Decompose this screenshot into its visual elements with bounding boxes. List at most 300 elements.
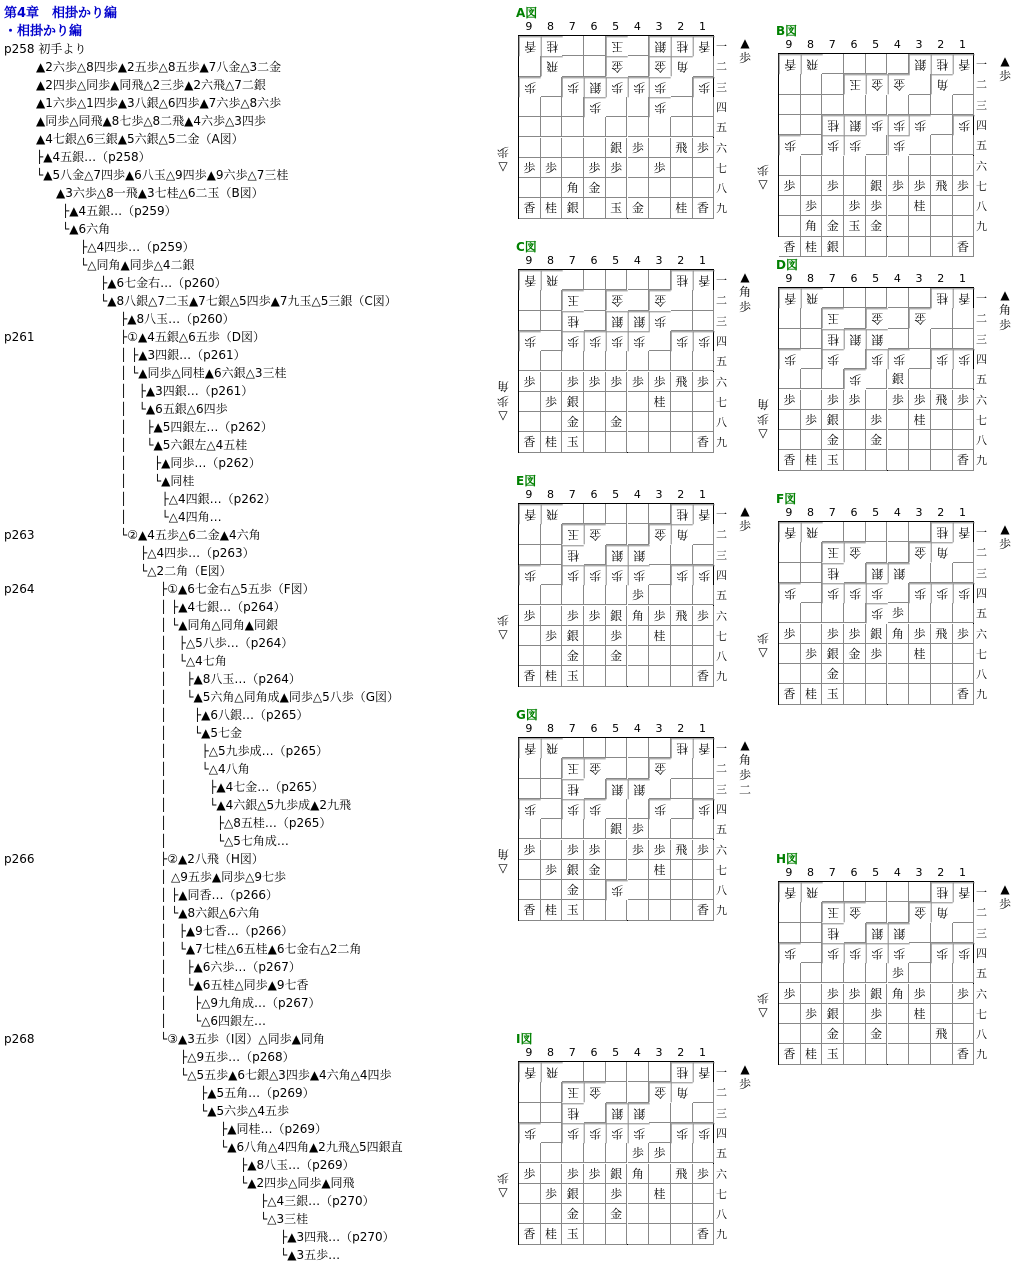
board-square	[693, 646, 715, 666]
board-square: 香	[519, 198, 541, 218]
board-square	[822, 369, 844, 389]
column-number: 9	[785, 866, 793, 879]
board-square	[649, 646, 671, 666]
board-square	[649, 819, 671, 839]
board-square: 歩	[628, 372, 650, 392]
board-square	[671, 626, 693, 646]
row-number: 三	[716, 314, 727, 328]
board-square	[584, 138, 606, 158]
board-square	[779, 156, 801, 176]
board-square	[931, 156, 953, 176]
board-square	[671, 646, 693, 666]
sente-hand: ▲ 歩	[738, 504, 751, 533]
board-square	[931, 135, 953, 155]
board-square: 桂	[909, 1004, 931, 1024]
board-square	[541, 1082, 563, 1102]
board-square	[649, 198, 671, 218]
board-square	[888, 583, 910, 603]
sente-hand: ▲ 歩	[738, 36, 751, 65]
board-square	[628, 351, 650, 371]
board-square	[953, 410, 975, 430]
board-square: 飛	[801, 882, 823, 902]
board-square	[541, 880, 563, 900]
board-square	[779, 115, 801, 135]
board-square	[844, 237, 866, 257]
board-square: 玉	[562, 524, 584, 544]
column-number: 9	[525, 20, 533, 33]
board-square	[671, 77, 693, 97]
board-square: 歩	[693, 799, 715, 819]
board-square	[541, 77, 563, 97]
board-figure	[757, 490, 1015, 720]
board-square: 玉	[822, 1044, 844, 1064]
board-square: 桂	[909, 196, 931, 216]
board-square	[628, 432, 650, 452]
board-square: 桂	[909, 644, 931, 664]
board-square: 金	[628, 198, 650, 218]
board-square: 銀	[866, 563, 888, 583]
column-number: 9	[785, 38, 793, 51]
row-number: 六	[976, 987, 987, 1001]
board-square	[671, 432, 693, 452]
board-square	[671, 545, 693, 565]
row-number: 七	[716, 395, 727, 409]
sente-hand: ▲ 歩	[738, 1062, 751, 1091]
board-square	[562, 36, 584, 56]
board-figure	[757, 22, 1015, 254]
board-square: 歩	[606, 1123, 628, 1143]
row-number: 二	[976, 78, 987, 92]
board-square	[693, 392, 715, 412]
board-square: 歩	[779, 583, 801, 603]
column-number: 8	[807, 272, 815, 285]
board-square	[844, 1044, 866, 1064]
column-number: 4	[633, 1046, 641, 1059]
board-square: 歩	[628, 585, 650, 605]
column-numbers	[516, 722, 712, 736]
board-square: 玉	[562, 1224, 584, 1244]
board-square	[606, 178, 628, 198]
column-number: 6	[590, 488, 598, 501]
board-square: 香	[693, 738, 715, 758]
board-square: 歩	[562, 372, 584, 392]
board-square	[606, 524, 628, 544]
board-square: 歩	[866, 943, 888, 963]
board-square: 歩	[866, 1004, 888, 1024]
board-square	[671, 819, 693, 839]
board-square	[801, 430, 823, 450]
board-square	[519, 1082, 541, 1102]
board-square	[649, 117, 671, 137]
board-square	[844, 288, 866, 308]
board-square	[584, 392, 606, 412]
board-square	[888, 216, 910, 236]
board-square	[953, 563, 975, 583]
board-square: 歩	[953, 390, 975, 410]
column-number: 7	[828, 38, 836, 51]
board-square	[888, 1044, 910, 1064]
board-figure	[497, 706, 756, 936]
column-numbers	[776, 272, 972, 286]
board-square	[953, 542, 975, 562]
board-square: 歩	[693, 565, 715, 585]
column-number: 8	[807, 506, 815, 519]
column-number: 9	[525, 488, 533, 501]
gote-hand: 歩 ▽	[497, 1171, 510, 1199]
board-square	[953, 902, 975, 922]
board-square: 桂	[541, 666, 563, 686]
board-square	[866, 237, 888, 257]
tree-line: │ ├▲4七金…（p265）	[160, 780, 324, 794]
board-square: 歩	[866, 583, 888, 603]
board-square: 玉	[606, 36, 628, 56]
board-figure	[497, 1030, 756, 1260]
board-square: 歩	[606, 880, 628, 900]
board-square: 歩	[779, 943, 801, 963]
tree-line: ├△4三銀…（p270）	[260, 1194, 375, 1208]
board-square: 銀	[584, 77, 606, 97]
board-square: 銀	[606, 1164, 628, 1184]
row-number: 九	[716, 202, 727, 216]
board-square	[866, 882, 888, 902]
column-number: 6	[850, 506, 858, 519]
board-square: 桂	[931, 288, 953, 308]
column-number: 4	[633, 722, 641, 735]
board-square	[541, 779, 563, 799]
board-square	[801, 135, 823, 155]
board-square	[671, 1224, 693, 1244]
board-square	[606, 666, 628, 686]
board-square: 歩	[888, 349, 910, 369]
row-number: 六	[976, 159, 987, 173]
board-square	[866, 522, 888, 542]
board-square	[584, 311, 606, 331]
board-square	[671, 799, 693, 819]
board-square	[693, 412, 715, 432]
board-square	[779, 308, 801, 328]
board-square: 銀	[606, 311, 628, 331]
row-number: 七	[716, 1187, 727, 1201]
board-square	[628, 412, 650, 432]
board-square: 角	[801, 216, 823, 236]
board-square	[628, 56, 650, 76]
row-number: 三	[976, 566, 987, 580]
board-square: 歩	[541, 158, 563, 178]
board-square: 飛	[801, 54, 823, 74]
board-square	[909, 684, 931, 704]
board-square: 歩	[519, 372, 541, 392]
tree-line: │ ├▲6六歩…（p267）	[160, 960, 301, 974]
board-square	[888, 1024, 910, 1044]
board-square	[584, 1103, 606, 1123]
board-square	[931, 430, 953, 450]
board-square: 桂	[562, 1103, 584, 1123]
board-square	[909, 522, 931, 542]
board-square: 飛	[931, 390, 953, 410]
column-number: 5	[872, 272, 880, 285]
board-square: 歩	[909, 984, 931, 1004]
board-square: 歩	[584, 606, 606, 626]
board-square	[562, 1062, 584, 1082]
tree-line: └▲8八銀△7二玉▲7七銀△5四歩▲7九玉△5三銀（C図）	[100, 294, 397, 308]
column-number: 7	[828, 272, 836, 285]
board-square	[931, 984, 953, 1004]
board-square: 香	[779, 54, 801, 74]
row-number: 一	[716, 1066, 727, 1079]
board-square: 歩	[628, 77, 650, 97]
board-square	[584, 290, 606, 310]
board-square: 金	[584, 524, 606, 544]
column-number: 5	[612, 20, 620, 33]
board-square	[649, 504, 671, 524]
column-number: 5	[612, 254, 620, 267]
board-square: 歩	[541, 626, 563, 646]
board-square	[541, 1164, 563, 1184]
board-square	[801, 74, 823, 94]
board-square: 香	[519, 36, 541, 56]
shogi-board	[518, 503, 714, 687]
row-number: 六	[716, 843, 727, 857]
sente-hand: ▲ 角 歩	[738, 270, 751, 314]
board-square: 飛	[801, 522, 823, 542]
board-square	[844, 450, 866, 470]
board-square	[628, 860, 650, 880]
board-square: 金	[562, 1204, 584, 1224]
tree-line: ├▲4五銀…（p258）	[36, 150, 151, 164]
board-square: 歩	[584, 372, 606, 392]
board-square	[866, 95, 888, 115]
board-square: 角	[671, 56, 693, 76]
board-square: 金	[866, 74, 888, 94]
row-number: 一	[716, 508, 727, 521]
board-square: 飛	[801, 288, 823, 308]
tree-line: └▲5八金△7四歩▲6八玉△9四歩▲9六歩△7三桂	[36, 168, 289, 182]
board-square	[519, 1184, 541, 1204]
board-square	[844, 308, 866, 328]
column-number: 3	[655, 722, 663, 735]
board-square: 銀	[866, 984, 888, 1004]
column-numbers	[516, 20, 712, 34]
board-square	[909, 216, 931, 236]
board-square: 桂	[671, 270, 693, 290]
board-square: 歩	[909, 583, 931, 603]
board-square	[519, 758, 541, 778]
board-square	[584, 666, 606, 686]
column-number: 7	[568, 20, 576, 33]
board-square: 歩	[953, 115, 975, 135]
board-square	[779, 329, 801, 349]
board-square	[584, 626, 606, 646]
figure-label: C図	[516, 240, 537, 254]
board-square	[844, 430, 866, 450]
column-number: 3	[915, 506, 923, 519]
tree-line: ├△9五歩…（p268）	[180, 1050, 295, 1064]
row-number: 六	[716, 609, 727, 623]
board-square	[866, 542, 888, 562]
tree-line: │ └▲4六銀△5九歩成▲2九飛	[160, 798, 351, 812]
shogi-board	[518, 737, 714, 921]
section-title: ・相掛かり編	[4, 24, 83, 39]
board-square	[909, 369, 931, 389]
board-square	[584, 117, 606, 137]
column-number: 3	[915, 866, 923, 879]
board-square: 飛	[541, 1062, 563, 1082]
board-square: 桂	[541, 198, 563, 218]
board-square	[779, 74, 801, 94]
row-number: 一	[716, 40, 727, 53]
board-square: 飛	[931, 624, 953, 644]
row-number: 一	[976, 886, 987, 899]
board-square	[584, 738, 606, 758]
board-square	[649, 351, 671, 371]
board-square	[931, 1004, 953, 1024]
board-square	[584, 1204, 606, 1224]
figure-label: F図	[776, 492, 797, 506]
row-number: 一	[716, 274, 727, 287]
board-square	[541, 565, 563, 585]
board-square: 飛	[541, 504, 563, 524]
board-square: 歩	[866, 196, 888, 216]
board-square	[844, 176, 866, 196]
board-square	[628, 880, 650, 900]
board-square	[801, 369, 823, 389]
board-square	[606, 799, 628, 819]
board-square	[584, 1062, 606, 1082]
board-square	[562, 97, 584, 117]
board-square: 歩	[693, 1164, 715, 1184]
board-square	[779, 216, 801, 236]
tree-line: ├△4四歩…（p259）	[80, 240, 195, 254]
column-number: 1	[698, 254, 706, 267]
column-number: 3	[655, 488, 663, 501]
row-number: 四	[716, 1126, 727, 1140]
board-square: 香	[693, 270, 715, 290]
board-square	[519, 392, 541, 412]
column-number: 5	[872, 866, 880, 879]
board-square: 金	[649, 1082, 671, 1102]
board-square: 金	[844, 542, 866, 562]
board-square	[779, 563, 801, 583]
board-square: 歩	[628, 138, 650, 158]
board-square	[866, 135, 888, 155]
board-square: 歩	[693, 138, 715, 158]
tree-line: └▲5六歩△4五歩	[200, 1104, 289, 1118]
column-number: 3	[915, 38, 923, 51]
tree-line: │ └△4四角…	[120, 510, 222, 524]
column-number: 4	[893, 506, 901, 519]
row-number: 二	[716, 528, 727, 542]
board-square	[671, 1204, 693, 1224]
row-number: 九	[716, 436, 727, 450]
board-figure	[497, 4, 756, 234]
tree-line: │ └▲5六銀左△4五桂	[120, 438, 248, 452]
board-square	[931, 963, 953, 983]
board-square	[844, 563, 866, 583]
board-square: 歩	[606, 77, 628, 97]
column-number: 5	[612, 722, 620, 735]
board-square: 歩	[844, 390, 866, 410]
row-number: 六	[716, 1167, 727, 1181]
row-number: 一	[976, 526, 987, 539]
board-square: 金	[822, 1024, 844, 1044]
board-square	[909, 943, 931, 963]
board-square: 歩	[628, 331, 650, 351]
board-square	[628, 900, 650, 920]
column-numbers	[776, 38, 972, 52]
board-square	[953, 95, 975, 115]
tree-line: │ └△4七角	[160, 654, 227, 668]
board-square	[541, 1103, 563, 1123]
column-number: 3	[655, 1046, 663, 1059]
shogi-board	[778, 287, 974, 471]
board-square	[888, 902, 910, 922]
board-square: 歩	[844, 196, 866, 216]
board-square	[519, 178, 541, 198]
row-number: 三	[976, 926, 987, 940]
row-number: 一	[716, 742, 727, 755]
board-square: 歩	[822, 943, 844, 963]
board-square	[649, 1103, 671, 1123]
board-square: 桂	[822, 115, 844, 135]
board-square	[628, 504, 650, 524]
board-square	[844, 95, 866, 115]
row-number: 二	[716, 1086, 727, 1100]
board-square: 歩	[584, 1164, 606, 1184]
board-square: 歩	[606, 158, 628, 178]
board-square: 玉	[562, 432, 584, 452]
board-square	[541, 819, 563, 839]
board-square	[693, 758, 715, 778]
board-square: 歩	[953, 943, 975, 963]
row-number: 七	[716, 161, 727, 175]
board-square: 金	[606, 646, 628, 666]
row-number: 一	[976, 58, 987, 71]
board-square: 飛	[671, 840, 693, 860]
board-square	[628, 392, 650, 412]
board-square: 金	[584, 860, 606, 880]
board-square: 玉	[822, 684, 844, 704]
board-square: 歩	[844, 583, 866, 603]
column-number: 8	[807, 38, 815, 51]
board-square	[931, 216, 953, 236]
board-square: 歩	[606, 372, 628, 392]
board-square: 桂	[562, 545, 584, 565]
board-square: 金	[562, 880, 584, 900]
board-square: 桂	[931, 882, 953, 902]
board-square: 角	[888, 624, 910, 644]
row-number: 八	[976, 434, 987, 448]
row-number: 五	[716, 1147, 727, 1161]
board-square: 玉	[822, 902, 844, 922]
column-number: 2	[677, 20, 685, 33]
board-square	[584, 351, 606, 371]
board-square	[888, 542, 910, 562]
board-square	[649, 1224, 671, 1244]
board-square: 歩	[562, 799, 584, 819]
board-square: 桂	[801, 684, 823, 704]
board-square	[888, 410, 910, 430]
board-square: 金	[584, 178, 606, 198]
board-square: 銀	[888, 369, 910, 389]
board-square: 歩	[779, 984, 801, 1004]
board-square	[693, 860, 715, 880]
board-square: 飛	[541, 56, 563, 76]
board-square	[866, 156, 888, 176]
column-number: 9	[525, 254, 533, 267]
board-square	[606, 351, 628, 371]
board-square	[584, 585, 606, 605]
column-number: 9	[785, 506, 793, 519]
